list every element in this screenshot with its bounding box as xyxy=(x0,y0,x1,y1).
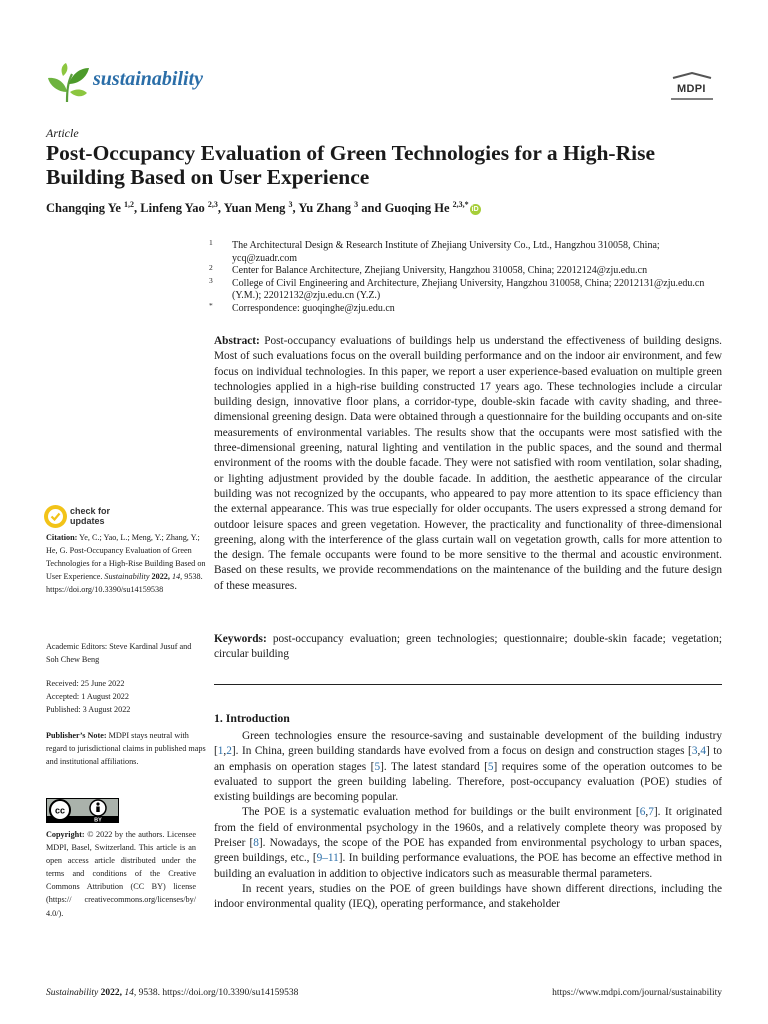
reference-link[interactable]: 2 xyxy=(226,745,232,758)
text-run: ]. It originated from the field of environmental psychology in the 1960s, and a relatively complete theory was proposed by Preiser [ xyxy=(214,806,722,850)
reference-link[interactable]: 8 xyxy=(253,837,259,850)
footer-year: 2022, xyxy=(100,988,122,998)
reference-link[interactable]: 5 xyxy=(487,760,494,773)
citation-text: Ye, C.; Yao, L.; Meng, Y.; Zhang, Y.; He, G. Post-Occupancy Evaluation of Green Technologies for a High-Rise Building Based on User Experience. xyxy=(46,533,206,582)
text-run: ]. Nowadays, the scope of the POE has expanded from environmental psychology to urban spaces, green buildings, etc., [ xyxy=(214,837,722,865)
svg-text:cc: cc xyxy=(54,805,66,816)
article-type: Article xyxy=(46,126,79,140)
author-affiliation-mark: 3 xyxy=(288,200,293,209)
orcid-icon[interactable]: iD xyxy=(471,206,479,214)
text-run: ]. The latest standard [ xyxy=(380,760,488,773)
text-run: , xyxy=(697,745,701,758)
author-name: Changqing Ye xyxy=(46,201,121,216)
text-run: , xyxy=(645,806,649,819)
footer-doi[interactable]: 9538. https://doi.org/10.3390/su14159538 xyxy=(138,988,299,998)
author-name: Yuan Meng xyxy=(223,201,286,216)
affiliation-text: College of Civil Engineering and Architecture, Zhejiang University, Hangzhou 310058, China; 22012131@zju.edu.cn (Y.M.); 22012132@zju.edu.cn (Y.Z.) xyxy=(232,277,705,301)
publisher-note xyxy=(46,729,206,768)
affiliation-text: Correspondence: guoqinghe@zju.edu.cn xyxy=(232,302,395,314)
author-name: Linfeng Yao xyxy=(140,201,205,216)
published-date: Published: 3 August 2022 xyxy=(46,705,131,715)
affiliation-mark: 1 xyxy=(209,238,213,247)
copyright-label: Copyright: xyxy=(46,830,85,839)
journal-name: sustainability xyxy=(93,68,204,90)
affiliation-item xyxy=(209,238,724,265)
publisher-note-text: MDPI stays neutral with regard to jurisdictional claims in published maps and institutional affiliations. xyxy=(46,731,206,767)
author-affiliation-mark: 2,3,* xyxy=(452,200,469,209)
keywords xyxy=(214,632,722,663)
keywords-text: post-occupancy evaluation; green technologies; questionnaire; double-skin facade; vegetation; circular building xyxy=(214,633,722,661)
reference-link[interactable]: 3 xyxy=(691,745,698,758)
text-run: ] to an emphasis on operation stages [ xyxy=(214,745,723,773)
cc-by-label: BY xyxy=(94,817,102,823)
footer-volume: 14, xyxy=(124,988,137,998)
section-divider xyxy=(214,684,722,685)
footer-journal: Sustainability xyxy=(46,988,99,998)
footer-journal-url[interactable]: https://www.mdpi.com/journal/sustainability xyxy=(552,988,722,998)
reference-link[interactable]: 9–11 xyxy=(316,852,339,865)
citation-label: Citation: xyxy=(46,533,78,542)
affiliation-item xyxy=(209,275,724,303)
paragraph xyxy=(214,729,722,805)
reference-link[interactable]: 7 xyxy=(648,806,654,819)
copyright-text: © 2022 by the authors. Licensee MDPI, Basel, Switzerland. This article is an open access article distributed under the terms and conditions of the Creative Commons Attribution (CC BY) license (https:// creativecommons.org/licenses/by/ 4.0/). xyxy=(46,830,197,918)
keywords-label: Keywords: xyxy=(214,633,267,645)
citation-doi[interactable]: 9538. https://doi.org/10.3390/su14159538 xyxy=(46,572,203,595)
text-run: Green technologies ensure the resource-saving and sustainable development of the building industry [ xyxy=(214,730,722,758)
author-list: Changqing Ye $^{1,2}$, Linfeng Yao $^{2,3}$, Yuan Meng $^3$, Yu Zhang $^3$ and Guoqing He $^{2,3,*}$iD xyxy=(46,200,479,216)
accepted-date: Accepted: 1 August 2022 xyxy=(46,692,129,702)
sustainability-logo-icon xyxy=(46,62,90,104)
copyright xyxy=(46,828,196,920)
affiliation-item xyxy=(209,263,724,278)
author-affiliation-mark: 1,2 xyxy=(124,200,135,209)
reference-link[interactable]: 1 xyxy=(217,745,224,758)
check-updates-label[interactable]: check for updates xyxy=(70,506,111,526)
abstract xyxy=(214,334,722,594)
reference-link[interactable]: 4 xyxy=(700,745,706,758)
publisher-name: MDPI xyxy=(677,83,706,95)
text-run: ]. In China, green building standards have evolved from a focus on design and construction stages [ xyxy=(231,745,692,758)
text-run: ] requires some of the operation outcomes to be evaluated to support the green building labeling. Therefore, post-occupancy evaluation (POE) studies of existing buildings are becoming popular. xyxy=(214,760,722,804)
text-run: , xyxy=(223,745,227,758)
paragraph: In recent years, studies on the POE of green buildings have shown different directions, including the indoor environmental quality (IEQ), operating performance, and stakeholder xyxy=(214,882,722,911)
section-heading: 1. Introduction xyxy=(214,711,290,725)
affiliation-mark: * xyxy=(209,300,213,310)
author-affiliation-mark: 2,3 xyxy=(207,200,218,209)
text-run: The POE is a systematic evaluation method for buildings or the built environment [ xyxy=(242,806,640,819)
received-date: Received: 25 June 2022 xyxy=(46,679,125,688)
affiliation-mark: 3 xyxy=(209,275,213,285)
publication-dates xyxy=(46,677,206,716)
author-name: Yu Zhang xyxy=(298,201,352,216)
abstract-text: Post-occupancy evaluations of buildings help us understand the effectiveness of building designs. Most of such evaluations focus on the overall building performance and on the indoor air environment, and few focus on individual technologies. In this paper, we report a user experience-based evaluation on multiple green technologies applied in a high-rise building constructed 17 years ago. These technologies include a circular building design, innovative floor plans, a corridor-type, double-skin facade with cavity shading, and three-dimensional greening design. Data were obtained through a questionnaire for the building occupants and on-site measurements of environmental variables. The results show that the occupants were most satisfied with the three-dimensional greening, natural lighting and ventilation in the public spaces, and the sound and thermal environment of the rooms with the double facade. They were not satisfied with room ventilation, solar shading, or lighting adjustment provided by the double facade. In addition, the aesthetic appearance of the circular building was not recognized by the occupants, who appeared to pay more attention to its space efficiency than the external appearance. This was true especially for older occupants. The users expressed a strong demand for outdoor leisure spaces and green vegetation. However, the practicality and functionality of three-dimensional greening, along with the interference of the glass curtain wall on vegetation growth, calls for more attention to the design. The female occupants were found to be more sensitive to the thermal and acoustic environment. Based on these results, we provide recommendations on the maintenance of the building and the future design of these measures. xyxy=(214,335,722,592)
author-name: Guoqing He xyxy=(384,201,450,216)
affiliations xyxy=(209,238,724,315)
introduction-body xyxy=(214,729,722,913)
academic-editors: Academic Editors: Steve Kardinal Jusuf and Soh Chew Beng xyxy=(46,642,192,665)
paper-title: Post-Occupancy Evaluation of Green Technologies for a High-Rise Building Based on User Experience xyxy=(46,141,655,189)
citation-year: 2022, xyxy=(151,572,170,582)
affiliation-text: Center for Balance Architecture, Zhejiang University, Hangzhou 310058, China; 22012124@zju.edu.cn xyxy=(232,265,648,276)
affiliation-item xyxy=(209,300,724,316)
abstract-label: Abstract: xyxy=(214,335,260,347)
reference-link[interactable]: 6 xyxy=(639,806,646,819)
paragraph xyxy=(214,805,722,881)
affiliation-text: The Architectural Design & Research Institute of Zhejiang University Co., Ltd., Hangzhou 310058, China; ycq@zuadr.com xyxy=(232,240,660,264)
publisher-note-label: Publisher’s Note: xyxy=(46,731,107,740)
citation-journal: Sustainability xyxy=(104,572,150,582)
author-affiliation-mark: 3 xyxy=(354,200,359,209)
cc-by-icon[interactable] xyxy=(46,798,119,823)
check-updates-icon xyxy=(44,505,67,528)
affiliation-mark: 2 xyxy=(209,263,213,272)
citation-volume: 14, xyxy=(171,572,183,582)
text-run: ]. In building performance evaluations, the POE has become an effective method in building an evaluation in addition to objective indicators such as measurable thermal parameters. xyxy=(214,852,723,880)
reference-link[interactable]: 5 xyxy=(374,760,381,773)
footer-citation xyxy=(46,988,298,998)
citation xyxy=(46,531,206,596)
